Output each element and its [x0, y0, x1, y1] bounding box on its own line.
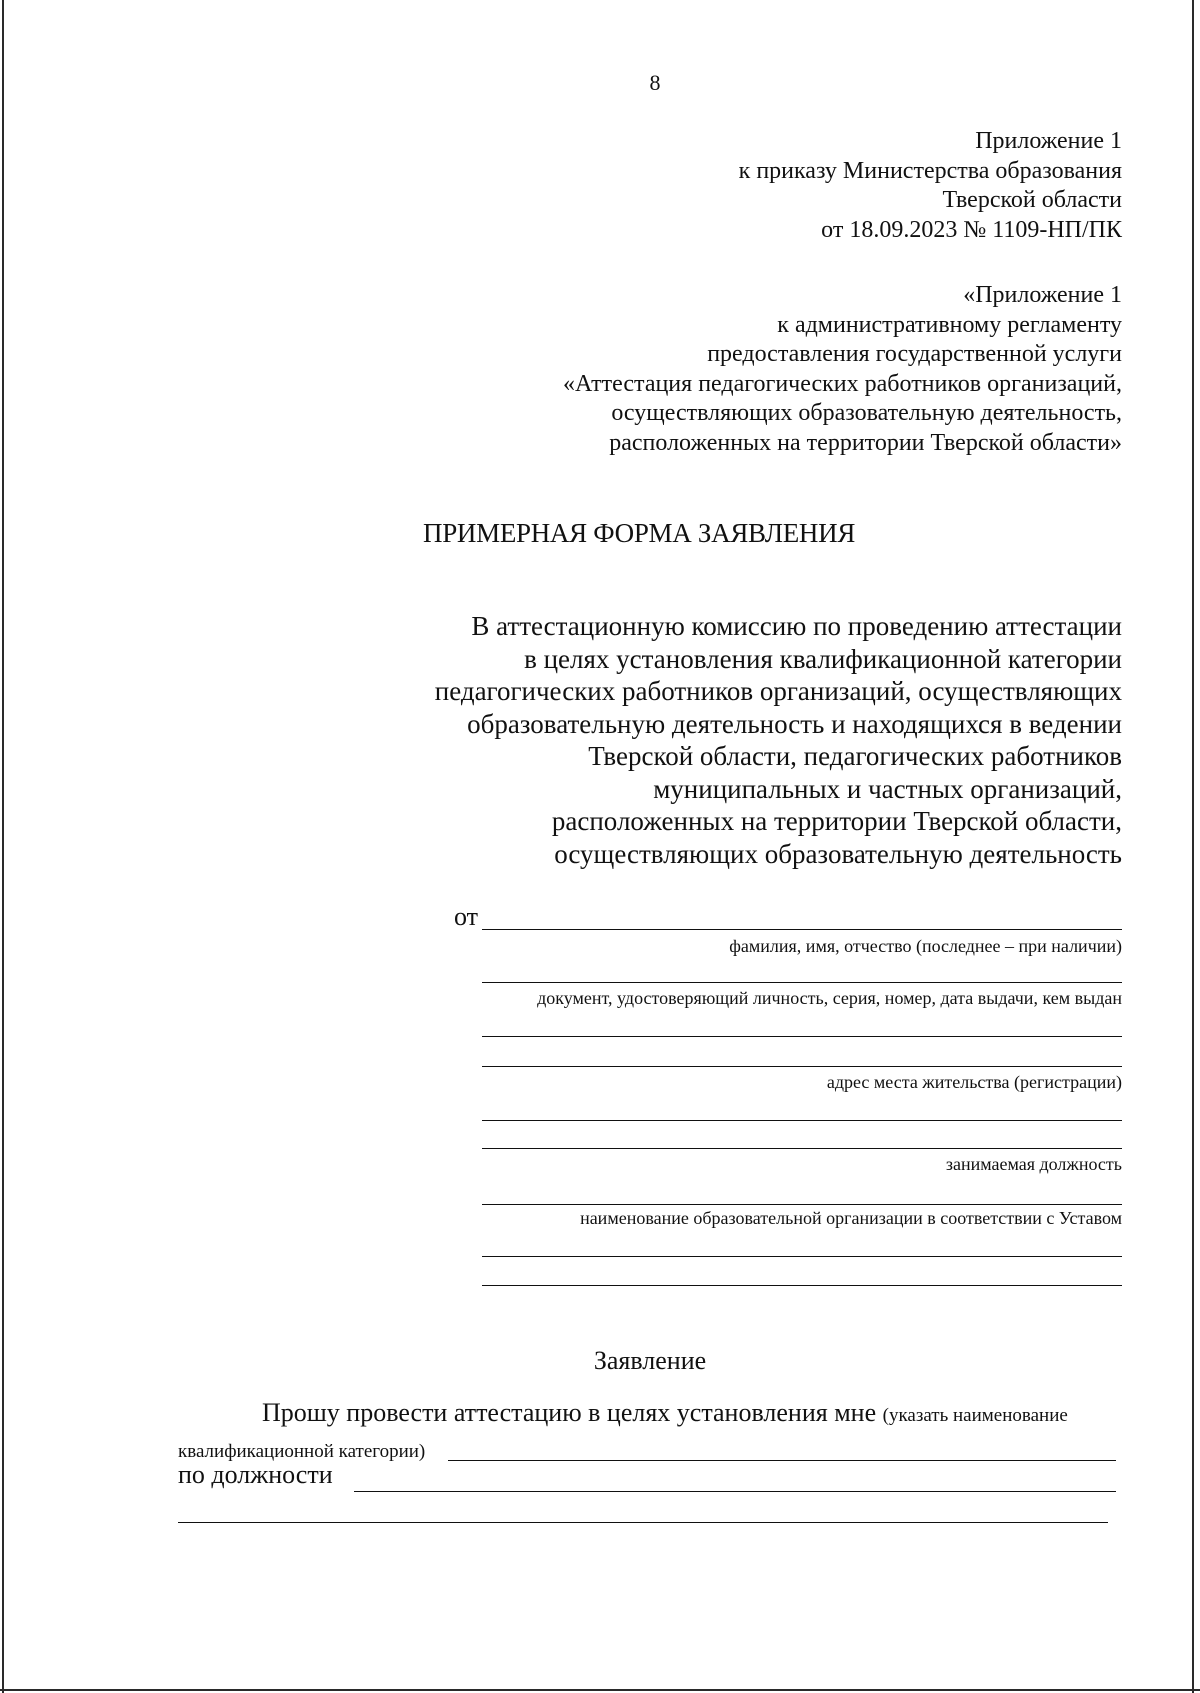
position-row: [178, 1460, 1122, 1490]
full-name-line[interactable]: [482, 929, 1122, 930]
regulation-line: расположенных на территории Тверской области»: [609, 429, 1122, 456]
statement-request: [262, 1398, 1122, 1428]
page-number: 8: [649, 70, 661, 95]
addressee-line: осуществляющих образовательную деятельность: [554, 838, 1122, 869]
order-line: к приказу Министерства образования: [738, 157, 1122, 184]
statement-extra-line[interactable]: [178, 1522, 1108, 1523]
order-reference-block: [739, 127, 1122, 245]
organization-line[interactable]: [482, 1256, 1122, 1257]
from-label: от: [454, 902, 479, 931]
addressee-line: в целях установления квалификационной категории: [524, 643, 1122, 674]
request-text: Прошу провести аттестацию в целях установления мне: [262, 1398, 877, 1427]
identity-document-caption: документ, удостоверяющий личность, серия, номер, дата выдачи, кем выдан: [537, 988, 1122, 1008]
full-name-caption: фамилия, имя, отчество (последнее – при наличии): [729, 936, 1122, 956]
organization-caption: наименование образовательной организации в соответствии с Уставом: [580, 1208, 1122, 1228]
page-edge-left: [2, 0, 4, 1693]
regulation-line: «Приложение 1: [963, 282, 1122, 308]
page-edge-right: [1192, 0, 1194, 1693]
address-line[interactable]: [482, 1036, 1122, 1037]
request-hint: (указать наименование: [882, 1405, 1068, 1426]
order-line: от 18.09.2023 № 1109-НП/ПК: [821, 216, 1122, 243]
regulation-reference-block: [563, 281, 1122, 459]
statement-title: Заявление: [593, 1346, 707, 1375]
addressee-line: педагогических работников организаций, осуществляющих: [434, 676, 1122, 706]
addressee-block: [435, 610, 1122, 870]
page-edge-bottom: [0, 1689, 1200, 1691]
order-line: Тверской области: [942, 187, 1122, 214]
statement-position-line[interactable]: [354, 1491, 1116, 1492]
address-caption: адрес места жительства (регистрации): [826, 1072, 1122, 1092]
addressee-line: муниципальных и частных организаций,: [653, 773, 1122, 804]
organization-line[interactable]: [482, 1285, 1122, 1286]
addressee-line: образовательную деятельность и находящихся в ведении: [467, 708, 1122, 739]
position-line[interactable]: [482, 1120, 1122, 1121]
form-title: ПРИМЕРНАЯ ФОРМА ЗАЯВЛЕНИЯ: [423, 518, 856, 548]
position-line[interactable]: [482, 1148, 1122, 1149]
regulation-line: к административному регламенту: [777, 311, 1122, 338]
regulation-line: «Аттестация педагогических работников организаций,: [563, 370, 1122, 397]
addressee-line: В аттестационную комиссию по проведению аттестации: [471, 611, 1122, 641]
identity-document-line[interactable]: [482, 982, 1122, 983]
addressee-line: Тверской области, педагогических работников: [588, 741, 1122, 771]
regulation-line: осуществляющих образовательную деятельность,: [611, 400, 1122, 427]
category-hint: квалификационной категории): [178, 1441, 426, 1462]
regulation-line: предоставления государственной услуги: [707, 341, 1122, 368]
addressee-line: расположенных на территории Тверской области,: [551, 806, 1122, 836]
position-caption: занимаемая должность: [945, 1154, 1122, 1174]
organization-line[interactable]: [482, 1204, 1122, 1205]
position-label: по должности: [178, 1460, 333, 1489]
address-line[interactable]: [482, 1066, 1122, 1067]
order-line: Приложение 1: [975, 128, 1122, 154]
